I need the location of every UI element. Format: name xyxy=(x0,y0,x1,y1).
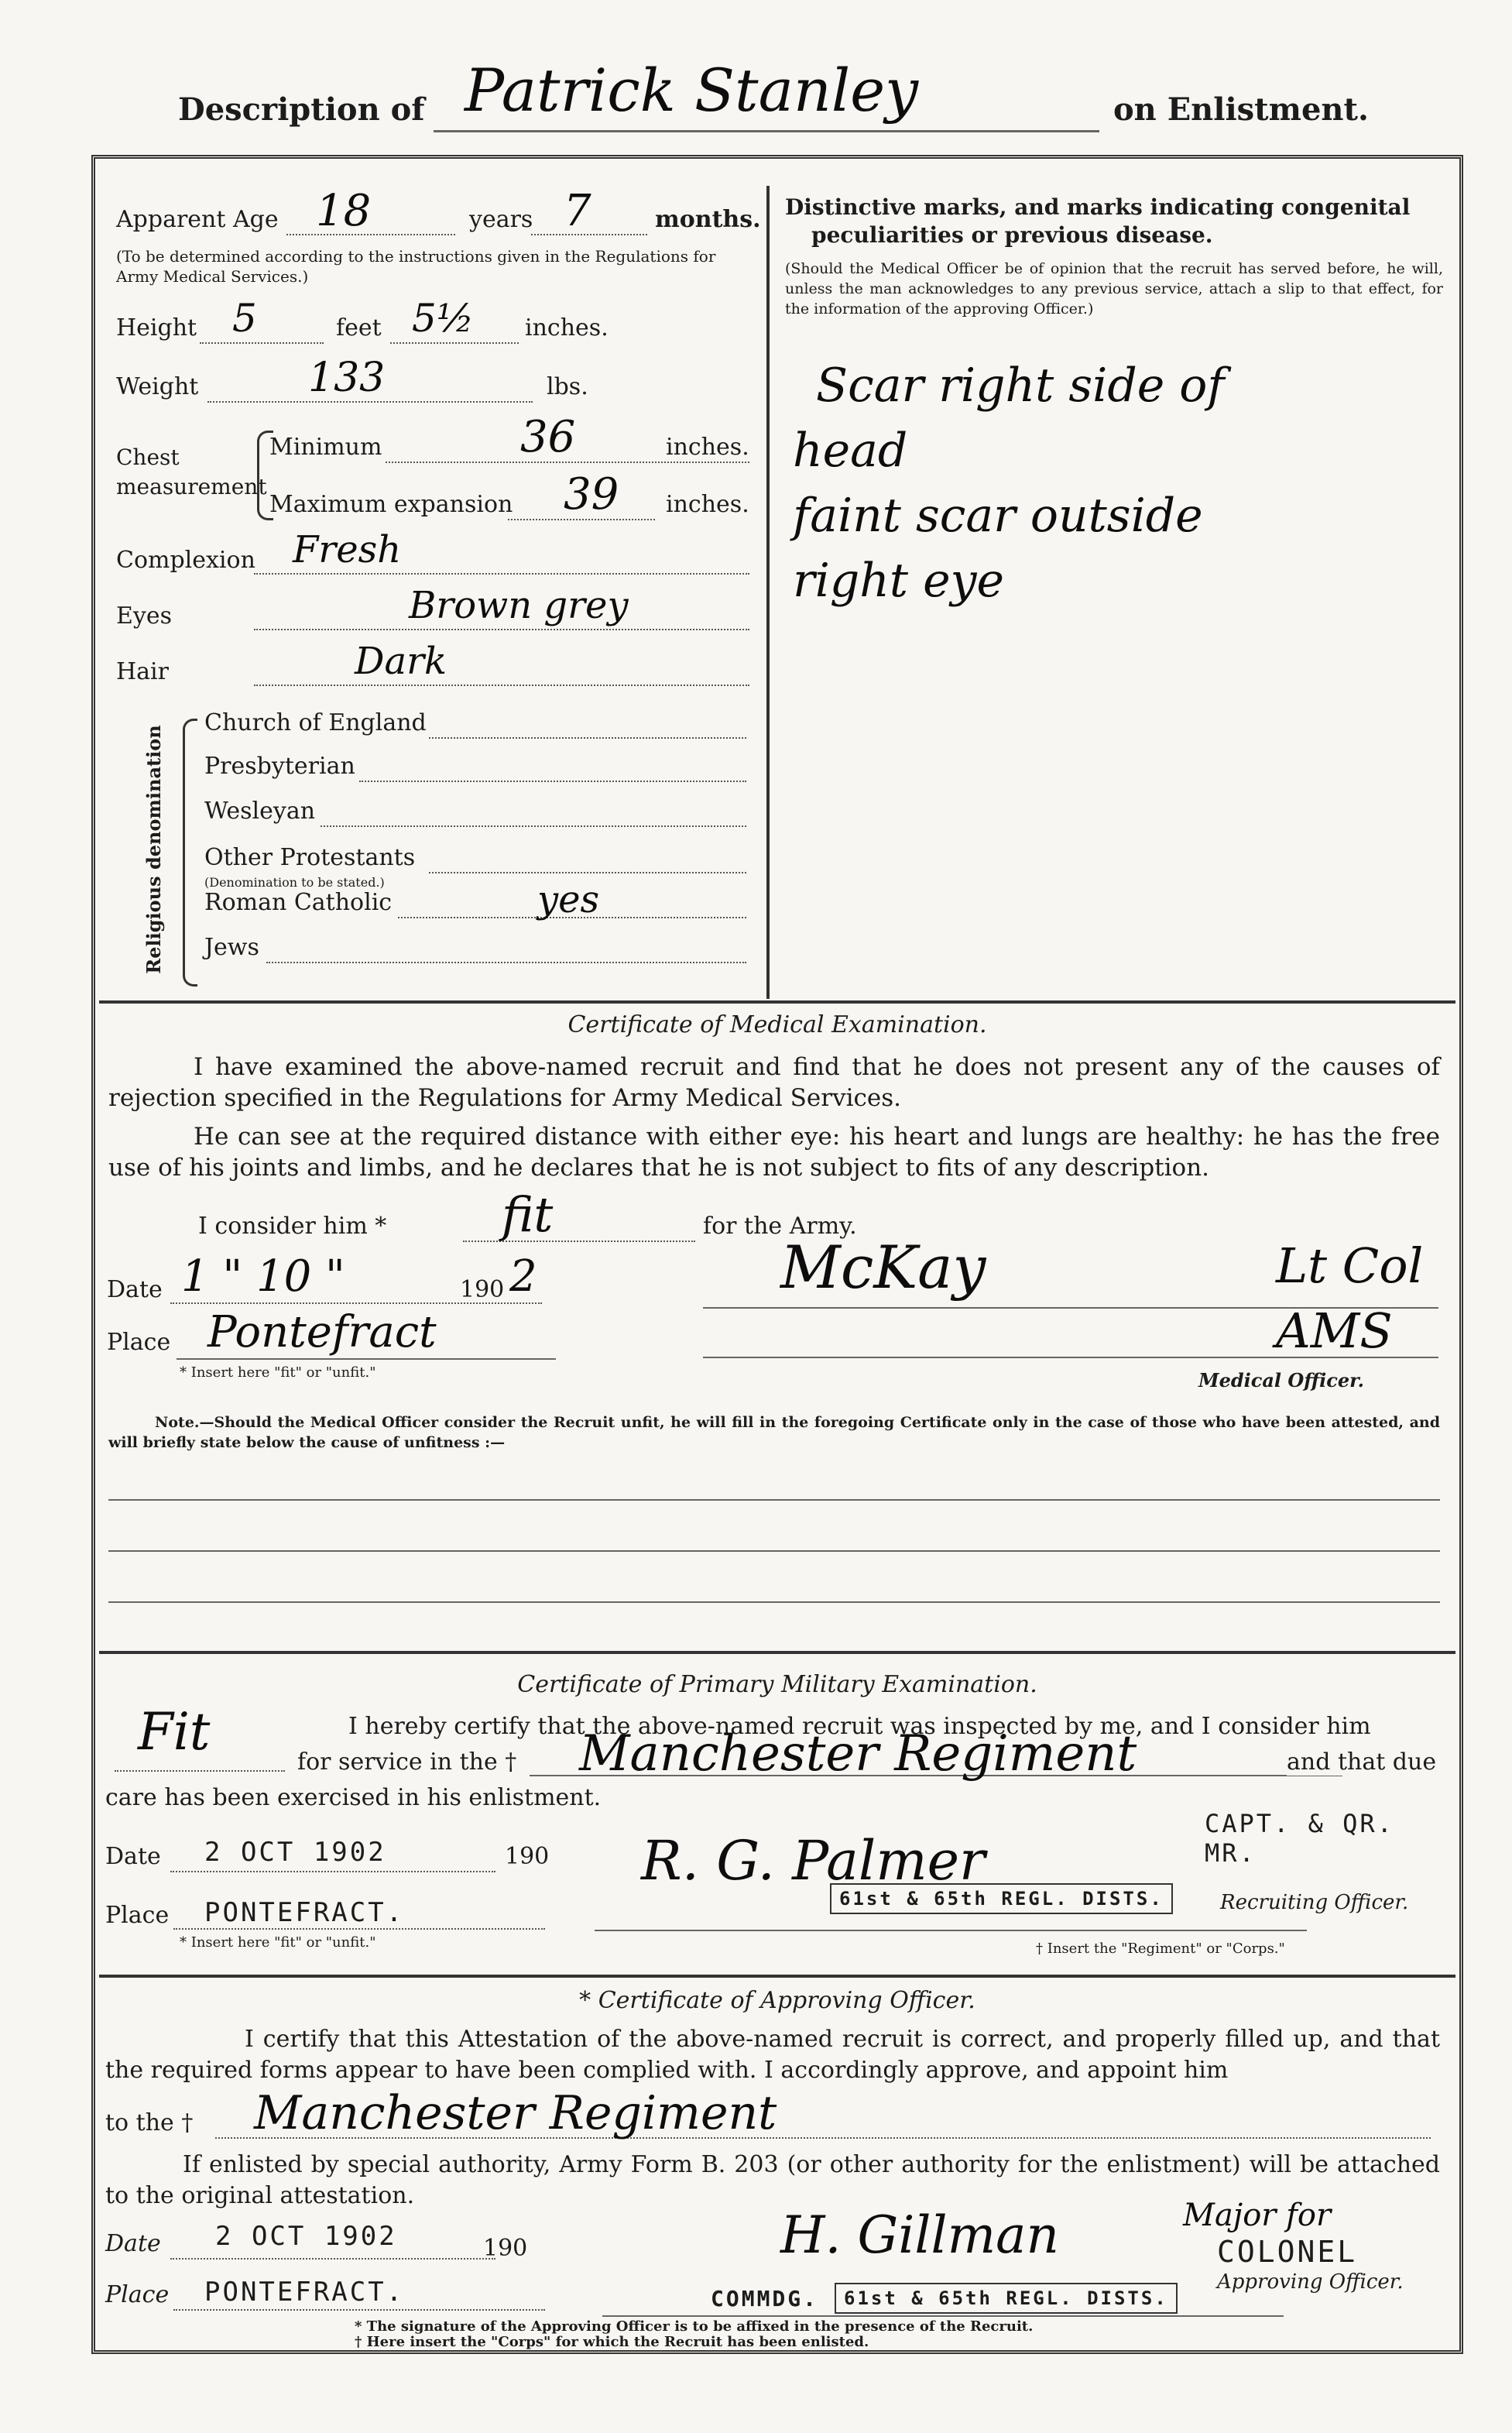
complexion-label: Complexion xyxy=(116,547,255,574)
unfitness-line xyxy=(108,1499,1440,1501)
primary-regiment-value: Manchester Regiment xyxy=(579,1725,1137,1783)
complexion-value: Fresh xyxy=(293,528,402,571)
religion-row: Wesleyan xyxy=(204,798,746,836)
approving-unit-stamp: 61st & 65th REGL. DISTS. xyxy=(835,2283,1178,2314)
medical-date-label: Date xyxy=(107,1276,163,1303)
marks-lines xyxy=(785,353,1443,613)
marks-note: (Should the Medical Officer be of opinion that the recruit has served before, he will, unless the man acknowledges to any previous service, attach a slip to that effect, for the information of the approving Officer.) xyxy=(785,260,1443,317)
consider-label: I consider him * xyxy=(198,1213,387,1240)
medical-footnote: * Insert here "fit" or "unfit." xyxy=(180,1364,376,1381)
years-label: years xyxy=(469,206,533,233)
primary-place-stamp: PONTEFRACT. xyxy=(204,1897,405,1928)
column-divider xyxy=(766,186,770,999)
primary-line3: care has been exercised in his enlistment. xyxy=(105,1784,602,1811)
hair-label: Hair xyxy=(116,658,169,685)
marks-line: right eye xyxy=(793,554,1005,608)
medical-year-prefix: 190 xyxy=(460,1276,505,1303)
medical-year-value: 2 xyxy=(509,1251,537,1302)
medical-note: Note.—Should the Medical Officer consider the Recruit unfit, he will fill in the foregoing Certificate only in the case of those who have been attested, and will briefly state below the cause of unfitness :— xyxy=(108,1414,1440,1451)
approving-title: * Certificate of Approving Officer. xyxy=(579,1987,975,2014)
hair-value: Dark xyxy=(355,640,447,683)
approving-para1: I certify that this Attestation of the above-named recruit is correct, and properly filled up, and that the required forms appear to have been complied with. I accordingly approve, and appoint him xyxy=(105,2026,1440,2084)
approving-officer-signature: H. Gillman xyxy=(780,2205,1060,2265)
medical-para1: I have examined the above-named recruit and find that he does not present any of the causes of rejection specified in the Regulations for Army Medical Services. xyxy=(108,1053,1440,1112)
weight-label: Weight xyxy=(116,373,199,400)
chest-min-value: 36 xyxy=(520,412,576,462)
feet-label: feet xyxy=(336,314,382,341)
name-underline xyxy=(434,130,1099,132)
primary-footnote-fit: * Insert here "fit" or "unfit." xyxy=(180,1934,376,1951)
religion-row: Church of England xyxy=(204,709,746,748)
height-label: Height xyxy=(116,314,197,341)
religion-row: Jews xyxy=(204,934,746,973)
approving-para2: If enlisted by special authority, Army Form B. 203 (or other authority for the enlistment) will be attached to the original attestation. xyxy=(105,2151,1440,2209)
unfitness-line xyxy=(108,1601,1440,1603)
chest-max-unit: inches. xyxy=(666,491,749,518)
recruiting-officer-signature: R. G. Palmer xyxy=(641,1829,986,1893)
weight-value: 133 xyxy=(308,355,386,401)
form-header xyxy=(0,0,1512,155)
marks-panel xyxy=(785,194,1443,613)
approving-certificate xyxy=(99,1978,1455,2349)
unfitness-line xyxy=(108,1550,1440,1552)
height-feet: 5 xyxy=(232,296,257,341)
primary-fit-value: Fit xyxy=(138,1702,211,1762)
marks-line: faint scar outside xyxy=(793,489,1203,543)
medical-certificate xyxy=(99,1004,1455,1654)
consider-value: fit xyxy=(502,1186,554,1243)
approving-major-note: Major for xyxy=(1183,2198,1332,2233)
approving-year-prefix: 190 xyxy=(483,2235,528,2262)
religion-roman-catholic-value: yes xyxy=(537,878,600,921)
age-label: Apparent Age xyxy=(116,206,279,233)
approving-regiment-value: Manchester Regiment xyxy=(254,2086,777,2140)
medical-date-value: 1 " 10 " xyxy=(181,1251,345,1302)
recruit-name: Patrick Stanley xyxy=(465,56,919,125)
months-label: months. xyxy=(655,206,761,233)
description-section xyxy=(99,163,1455,1004)
medical-officer-signature: McKay xyxy=(780,1233,986,1302)
inches-label: inches. xyxy=(525,314,609,341)
lbs-label: lbs. xyxy=(547,373,588,400)
medical-para2: He can see at the required distance with either eye: his heart and lungs are healthy: he has the free use of his joints and limbs, and he declares that he is not subject to fits of any description. xyxy=(108,1123,1440,1182)
marks-line: head xyxy=(793,424,908,478)
chest-max-label: Maximum expansion xyxy=(269,491,513,518)
approving-footnote1: * The signature of the Approving Officer is to be affixed in the presence of the Recruit. xyxy=(355,2318,1034,2335)
religion-row: Presbyterian xyxy=(204,753,746,791)
due-label: and that due xyxy=(1287,1748,1437,1776)
marks-heading: Distinctive marks, and marks indicating congenital peculiarities or previous disease. xyxy=(785,194,1411,248)
denomination-note: (Denomination to be stated.) xyxy=(204,875,385,890)
eyes-value: Brown grey xyxy=(409,584,629,627)
army-label: for the Army. xyxy=(703,1213,857,1240)
primary-title: Certificate of Primary Military Examination. xyxy=(517,1671,1037,1698)
primary-place-label: Place xyxy=(105,1902,170,1929)
medical-title: Certificate of Medical Examination. xyxy=(567,1011,987,1038)
chest-min-unit: inches. xyxy=(666,434,749,461)
primary-footnote-regt: † Insert the "Regiment" or "Corps." xyxy=(1036,1941,1285,1957)
medical-place-value: Pontefract xyxy=(207,1307,437,1357)
age-note: (To be determined according to the instructions given in the Regulations for Army Medical Services.) xyxy=(116,247,716,286)
chest-min-label: Minimum xyxy=(269,434,382,461)
religion-row: Roman Catholic yes xyxy=(204,889,746,928)
age-months: 7 xyxy=(564,186,591,236)
religion-vertical-label: Religious denomination xyxy=(142,725,165,974)
primary-year-prefix: 190 xyxy=(505,1843,550,1870)
primary-certificate xyxy=(99,1654,1455,1978)
primary-line1: I hereby certify that the above-named recruit was inspected by me, and I consider him xyxy=(348,1713,1371,1740)
header-suffix: on Enlistment. xyxy=(1113,91,1369,128)
primary-unit-stamp: 61st & 65th REGL. DISTS. xyxy=(830,1883,1173,1914)
approving-place-stamp: PONTEFRACT. xyxy=(204,2277,405,2308)
religion-brace xyxy=(183,719,197,987)
approving-date-label: Date xyxy=(105,2230,161,2257)
header-prefix: Description of xyxy=(178,91,425,128)
service-label: for service in the † xyxy=(297,1748,517,1776)
medical-officer-corps: AMS xyxy=(1276,1302,1393,1359)
approving-commdg-stamp: COMMDG. xyxy=(711,2286,819,2311)
approving-date-stamp: 2 OCT 1902 xyxy=(215,2221,397,2252)
height-inches: 5½ xyxy=(412,296,475,341)
medical-officer-label: Medical Officer. xyxy=(1198,1369,1364,1392)
chest-label: Chest measurement xyxy=(116,444,267,499)
eyes-label: Eyes xyxy=(116,602,172,630)
approving-footnote2: † Here insert the "Corps" for which the Recruit has been enlisted. xyxy=(355,2334,869,2350)
age-years: 18 xyxy=(316,186,372,236)
medical-officer-rank: Lt Col xyxy=(1276,1237,1424,1294)
marks-line: Scar right side of xyxy=(816,359,1225,413)
primary-rank-stamp: CAPT. & QR. MR. xyxy=(1205,1809,1394,1868)
religion-row: Other Protestants xyxy=(204,844,746,883)
approving-colonel-stamp: COLONEL xyxy=(1217,2235,1358,2269)
primary-date-stamp: 2 OCT 1902 xyxy=(204,1837,386,1868)
primary-date-label: Date xyxy=(105,1843,161,1870)
approving-officer-label: Approving Officer. xyxy=(1217,2270,1404,2294)
medical-place-label: Place xyxy=(107,1329,171,1356)
recruiting-officer-label: Recruiting Officer. xyxy=(1220,1891,1409,1914)
approving-place-label: Place xyxy=(105,2281,170,2308)
chest-max-value: 39 xyxy=(564,469,619,520)
approving-to-label: to the † xyxy=(105,2109,194,2136)
